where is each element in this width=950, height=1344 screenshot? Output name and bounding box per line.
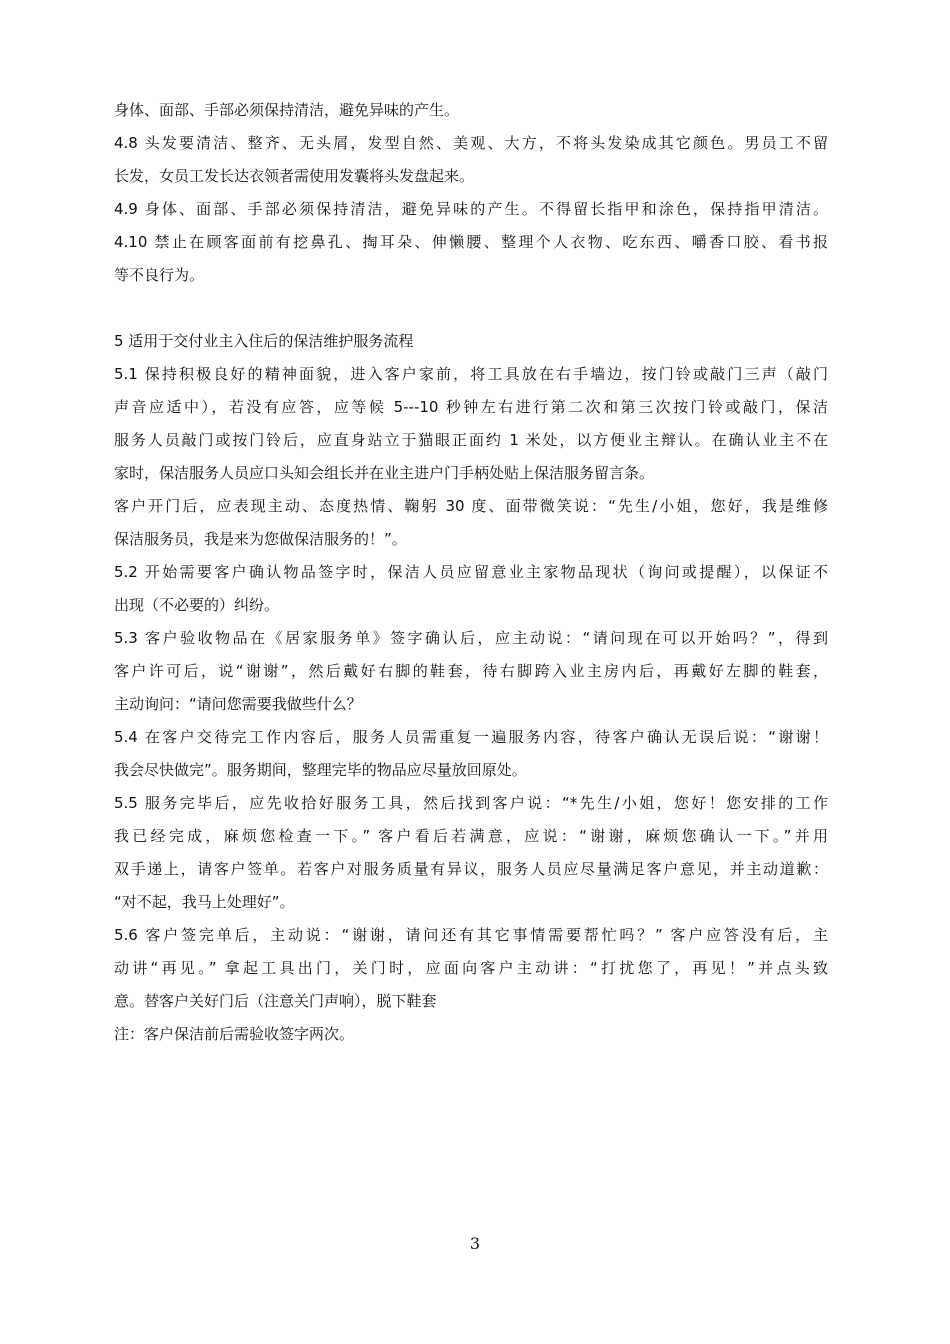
paragraph-line: 5.2 开始需要客户确认物品签字时，保洁人员应留意业主家物品现状（询问或提醒），以保证不 <box>114 563 828 581</box>
paragraph-line: “对不起，我马上处理好”。 <box>114 893 295 911</box>
paragraph-line: 4.8 头发要清洁、整齐、无头屑，发型自然、美观、大方，不将头发染成其它颜色。男员工不留 <box>114 134 828 152</box>
paragraph-line: 双手递上，请客户签单。若客户对服务质量有异议，服务人员应尽量满足客户意见，并主动道歉： <box>114 860 828 878</box>
paragraph-line: 动讲“再见。” 拿起工具出门，关门时，应面向客户主动讲：“打扰您了，再见！”并点头致 <box>114 959 828 977</box>
paragraph-line: 客户开门后，应表现主动、态度热情、鞠躬 30 度、面带微笑说：“先生/小姐，您好，我是维修 <box>114 497 828 515</box>
paragraph-line: 5.5 服务完毕后，应先收拾好服务工具，然后找到客户说：“*先生/小姐，您好！您安排的工作 <box>114 794 828 812</box>
paragraph-line: 我会尽快做完”。服务期间，整理完毕的物品应尽量放回原处。 <box>114 761 527 779</box>
page-number: 3 <box>469 1234 481 1253</box>
paragraph-line: 身体、面部、手部必须保持清洁，避免异味的产生。 <box>114 101 460 119</box>
paragraph-line: 客户许可后，说“谢谢”，然后戴好右脚的鞋套，待右脚跨入业主房内后，再戴好左脚的鞋套， <box>114 662 828 680</box>
paragraph-line: 5.4 在客户交待完工作内容后，服务人员需重复一遍服务内容，待客户确认无误后说：“谢谢！ <box>114 728 828 746</box>
paragraph-line: 5.1 保持积极良好的精神面貌，进入客户家前，将工具放在右手墙边，按门铃或敲门三声（敲门 <box>114 365 828 383</box>
paragraph-line: 家时，保洁服务人员应口头知会组长并在业主进户门手柄处贴上保洁服务留言条。 <box>114 464 655 482</box>
blank-line <box>114 292 828 325</box>
paragraph-line: 5.3 客户验收物品在《居家服务单》签字确认后，应主动说：“请问现在可以开始吗？”，得到 <box>114 629 828 647</box>
paragraph-line: 我已经完成，麻烦您检查一下。” 客户看后若满意，应说：“谢谢，麻烦您确认一下。”并用 <box>114 827 828 845</box>
paragraph-line: 保洁服务员，我是来为您做保洁服务的！”。 <box>114 530 407 548</box>
paragraph-line: 长发，女员工发长达衣领者需使用发囊将头发盘起来。 <box>114 167 475 185</box>
paragraph-line: 意。替客户关好门后（注意关门声响），脱下鞋套 <box>114 992 437 1010</box>
paragraph-line: 出现（不必要的）纠纷。 <box>114 596 280 614</box>
note-line: 注：客户保洁前后需验收签字两次。 <box>114 1025 355 1043</box>
document-body <box>114 94 828 1051</box>
paragraph-line: 主动询问：“请问您需要我做些什么？ <box>114 695 362 713</box>
paragraph-line: 等不良行为。 <box>114 266 205 284</box>
paragraph-line: 4.10 禁止在顾客面前有挖鼻孔、掏耳朵、伸懒腰、整理个人衣物、吃东西、嚼香口胶、看书报 <box>114 233 828 251</box>
paragraph-line: 声音应适中），若没有应答，应等候 5---10 秒钟左右进行第二次和第三次按门铃或敲门，保洁 <box>114 398 828 416</box>
paragraph-line: 4.9 身体、面部、手部必须保持清洁，避免异味的产生。不得留长指甲和涂色，保持指甲清洁。 <box>114 200 828 218</box>
paragraph-line: 5.6 客户签完单后，主动说：“谢谢，请问还有其它事情需要帮忙吗？” 客户应答没有后，主 <box>114 926 828 944</box>
paragraph-line: 服务人员敲门或按门铃后，应直身站立于猫眼正面约 1 米处，以方便业主辩认。在确认业主不在 <box>114 431 828 449</box>
section-heading: 5 适用于交付业主入住后的保洁维护服务流程 <box>114 332 414 350</box>
